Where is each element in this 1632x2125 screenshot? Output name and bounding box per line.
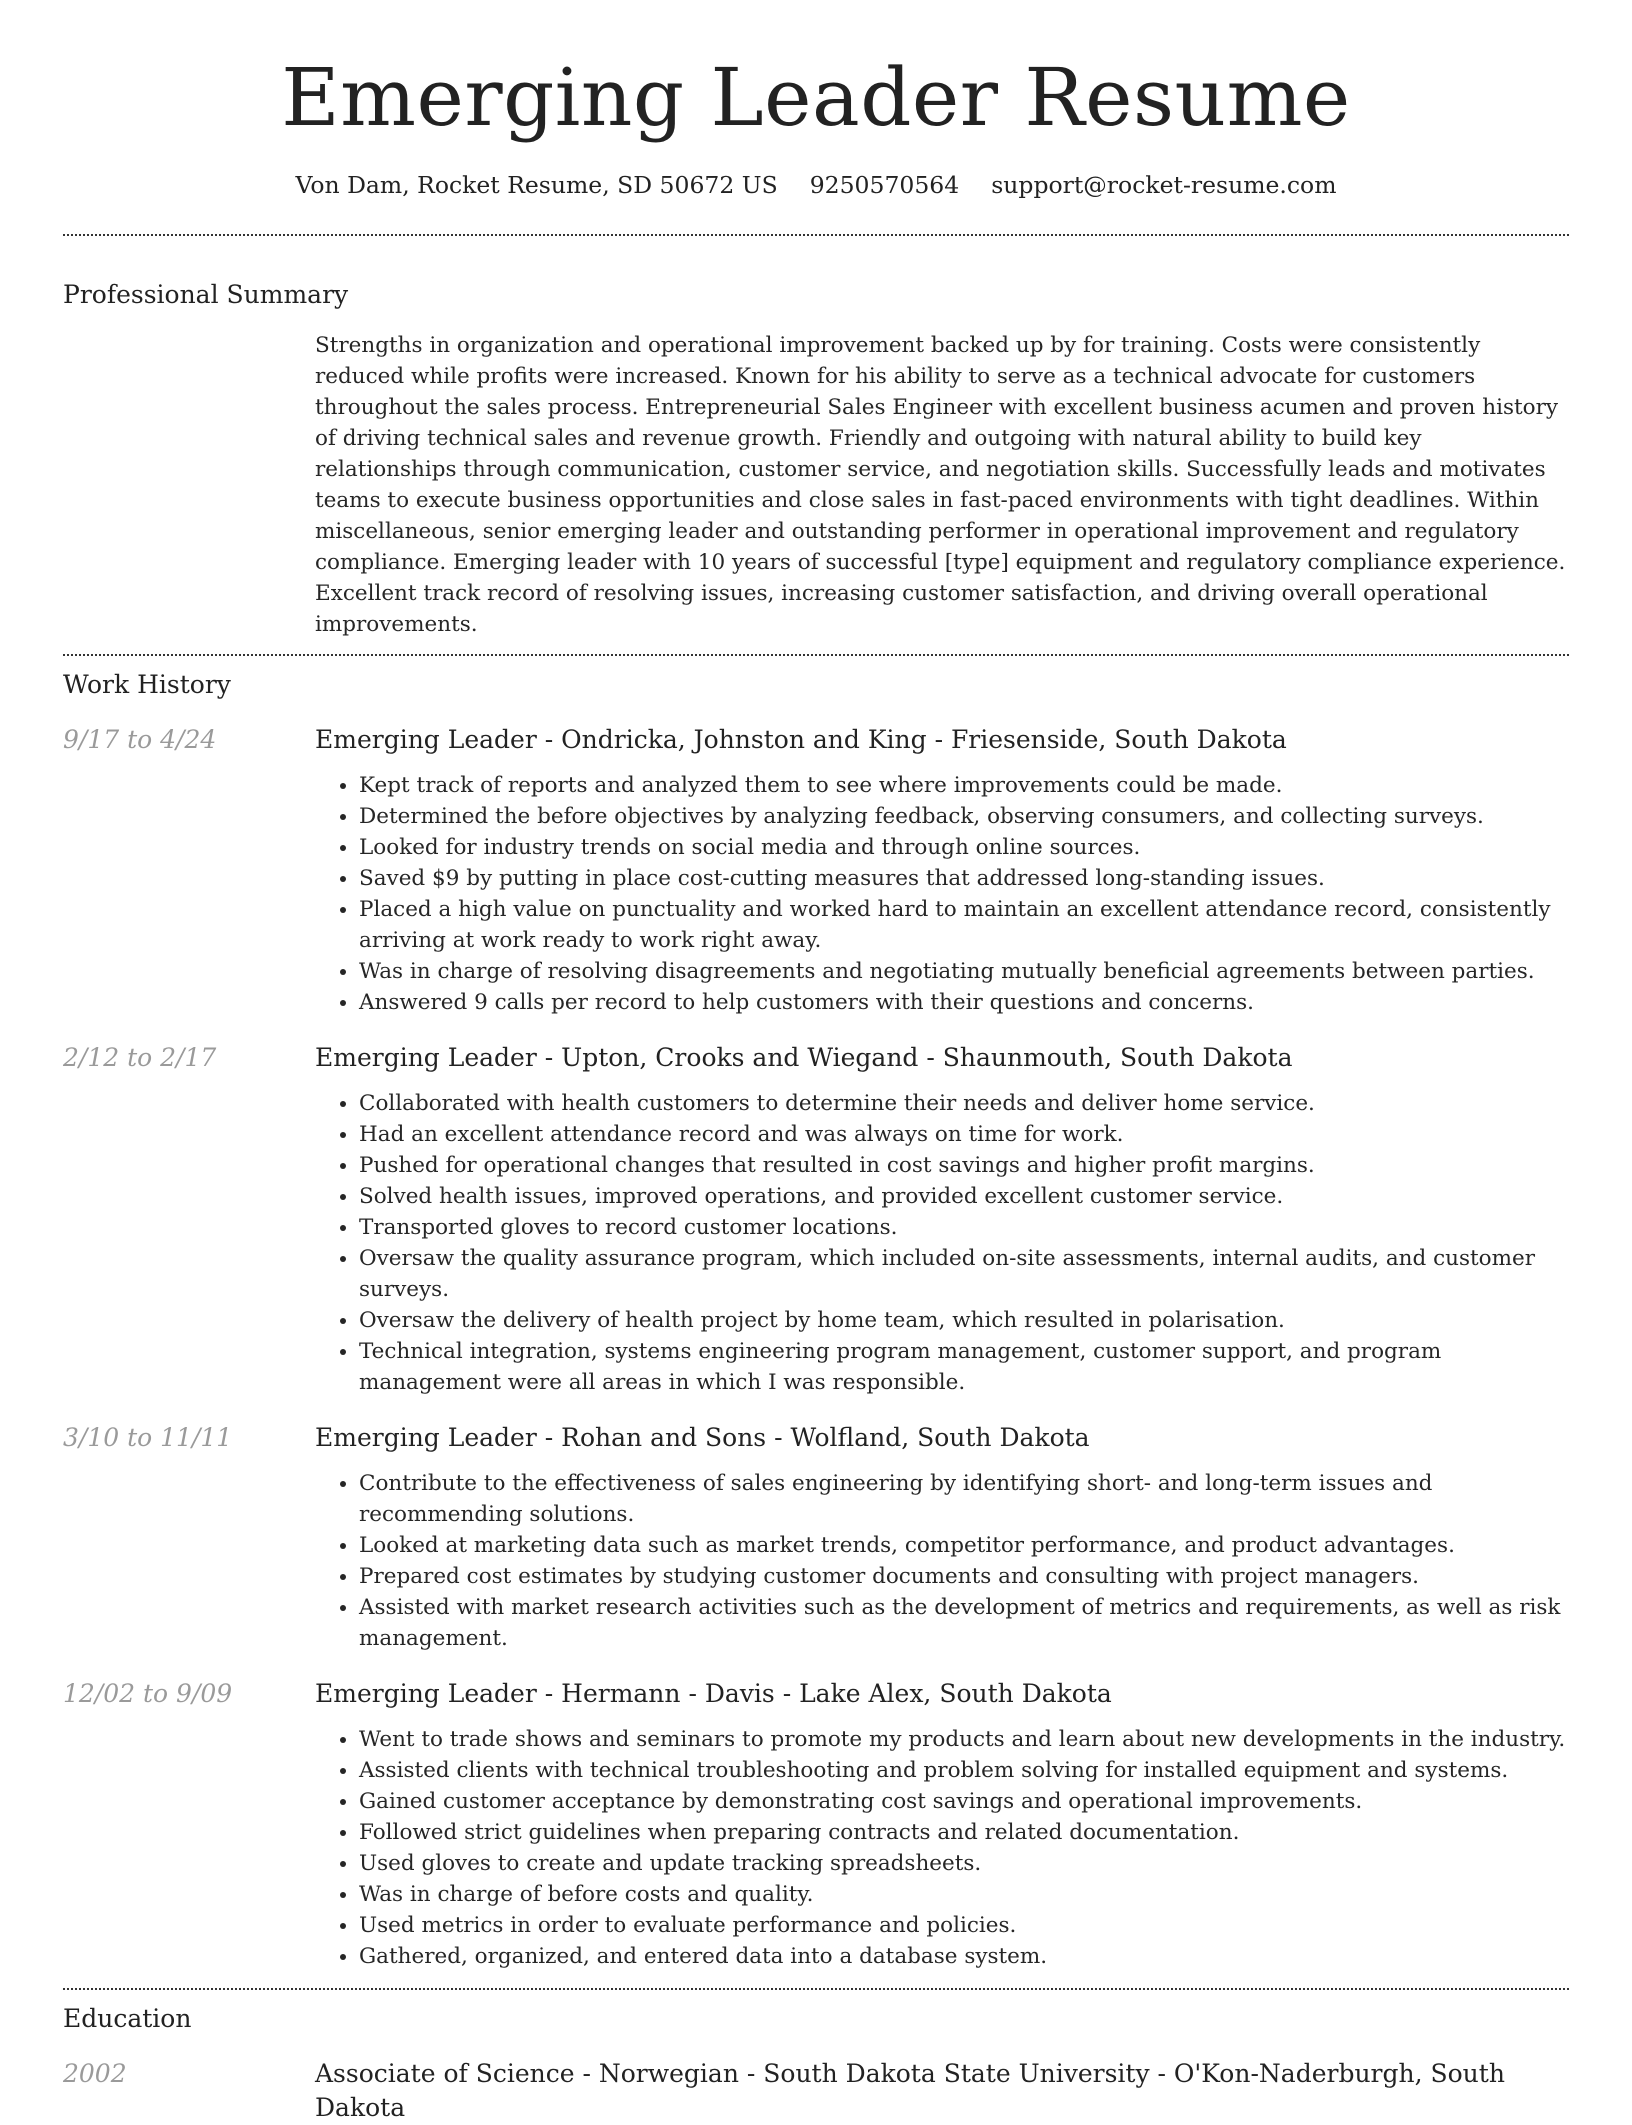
divider — [63, 1988, 1569, 1990]
entry-title: Emerging Leader - Upton, Crooks and Wiegand - Shaunmouth, South Dakota — [315, 1043, 1293, 1072]
history-entry — [63, 1677, 1569, 1972]
summary-heading: Professional Summary — [63, 280, 349, 309]
bullet-item: • Was in charge of resolving disagreements and negotiating mutually beneficial agreements between parties. — [359, 956, 1569, 987]
bullet-item: • Used metrics in order to evaluate performance and policies. — [359, 1910, 1569, 1941]
work-history-list — [63, 723, 1569, 1988]
entry-body — [315, 1421, 1569, 1654]
education-list — [63, 2057, 1569, 2125]
bullet-item: • Saved $9 by putting in place cost-cutting measures that addressed long-standing issues. — [359, 863, 1569, 894]
entry-bullets — [315, 1088, 1569, 1398]
entry-body — [315, 723, 1569, 1018]
bullet-item: • Gathered, organized, and entered data into a database system. — [359, 1941, 1569, 1972]
contact-info — [63, 168, 1569, 202]
bullet-item: • Technical integration, systems engineering program management, customer support, and program management were all areas in which I was responsible. — [359, 1336, 1569, 1398]
resume-page — [63, 0, 1569, 2125]
bullet-item: • Determined the before objectives by analyzing feedback, observing consumers, and collecting surveys. — [359, 801, 1569, 832]
bullet-item: • Looked for industry trends on social media and through online sources. — [359, 832, 1569, 863]
entry-body — [315, 1677, 1569, 1972]
contact-email: support@rocket-resume.com — [991, 171, 1337, 199]
history-entry — [63, 1041, 1569, 1398]
summary-section — [63, 278, 1569, 640]
bullet-item: • Contribute to the effectiveness of sales engineering by identifying short- and long-term issues and recommending solutions. — [359, 1468, 1569, 1530]
bullet-item: • Went to trade shows and seminars to promote my products and learn about new developments in the industry. — [359, 1724, 1569, 1755]
bullet-item: • Looked at marketing data such as market trends, competitor performance, and product advantages. — [359, 1530, 1569, 1561]
entry-title: Emerging Leader - Ondricka, Johnston and King - Friesenside, South Dakota — [315, 725, 1287, 754]
bullet-item: • Transported gloves to record customer locations. — [359, 1212, 1569, 1243]
history-entry — [63, 2057, 1569, 2125]
contact-address: Von Dam, Rocket Resume, SD 50672 US — [295, 171, 778, 199]
entry-dates: 9/17 to 4/24 — [63, 725, 217, 754]
entry-title: Emerging Leader - Hermann - Davis - Lake Alex, South Dakota — [315, 1679, 1112, 1708]
work-history-heading: Work History — [63, 670, 231, 699]
bullet-item: • Oversaw the delivery of health project by home team, which resulted in polarisation. — [359, 1305, 1569, 1336]
history-entry — [63, 1421, 1569, 1654]
resume-title: Emerging Leader Resume — [281, 51, 1351, 144]
entry-dates: 12/02 to 9/09 — [63, 1679, 233, 1708]
bullet-item: • Kept track of reports and analyzed them to see where improvements could be made. — [359, 770, 1569, 801]
entry-dates: 2002 — [63, 2059, 127, 2088]
bullet-item: • Pushed for operational changes that resulted in cost savings and higher profit margins. — [359, 1150, 1569, 1181]
entry-bullets — [315, 1724, 1569, 1972]
summary-text: Strengths in organization and operational improvement backed up by for training. Costs were consistently reduced while profits were increased. Known for his ability to serve as a technical advocate for customers throughout the sales process. Entrepreneurial Sales Engineer with excellent business acumen and proven history of driving technical sales and revenue growth. Friendly and outgoing with natural ability to build key relationships through communication, customer service, and negotiation skills. Successfully leads and motivates teams to execute business opportunities and close sales in fast-paced environments with tight deadlines. Within miscellaneous, senior emerging leader and outstanding performer in operational improvement and regulatory compliance. Emerging leader with 10 years of successful [type] equipment and regulatory compliance experience. Excellent track record of resolving issues, increasing customer satisfaction, and driving overall operational improvements. — [315, 333, 1566, 637]
entry-body — [315, 2057, 1569, 2125]
education-section — [63, 2002, 1569, 2125]
bullet-item: • Assisted clients with technical troubleshooting and problem solving for installed equipment and systems. — [359, 1755, 1569, 1786]
bullet-item: • Gained customer acceptance by demonstrating cost savings and operational improvements. — [359, 1786, 1569, 1817]
entry-dates: 3/10 to 11/11 — [63, 1423, 233, 1452]
history-entry — [63, 723, 1569, 1018]
work-history-section — [63, 668, 1569, 1988]
bullet-item: • Solved health issues, improved operations, and provided excellent customer service. — [359, 1181, 1569, 1212]
bullet-item: • Assisted with market research activities such as the development of metrics and requirements, as well as risk management. — [359, 1592, 1569, 1654]
bullet-item: • Followed strict guidelines when preparing contracts and related documentation. — [359, 1817, 1569, 1848]
bullet-item: • Collaborated with health customers to determine their needs and deliver home service. — [359, 1088, 1569, 1119]
bullet-item: • Oversaw the quality assurance program, which included on-site assessments, internal audits, and customer surveys. — [359, 1243, 1569, 1305]
entry-dates: 2/12 to 2/17 — [63, 1043, 217, 1072]
bullet-item: • Answered 9 calls per record to help customers with their questions and concerns. — [359, 987, 1569, 1018]
divider — [63, 654, 1569, 656]
divider — [63, 234, 1569, 236]
bullet-item: • Placed a high value on punctuality and worked hard to maintain an excellent attendance record, consistently arriving at work ready to work right away. — [359, 894, 1569, 956]
contact-phone: 9250570564 — [809, 171, 960, 199]
bullet-item: • Used gloves to create and update tracking spreadsheets. — [359, 1848, 1569, 1879]
entry-bullets — [315, 1468, 1569, 1654]
entry-title: Associate of Science - Norwegian - South Dakota State University - O'Kon-Naderburgh, South Dakota — [315, 2059, 1505, 2122]
bullet-item: • Prepared cost estimates by studying customer documents and consulting with project managers. — [359, 1561, 1569, 1592]
bullet-item: • Was in charge of before costs and quality. — [359, 1879, 1569, 1910]
education-heading: Education — [63, 2004, 192, 2033]
entry-body — [315, 1041, 1569, 1398]
bullet-item: • Had an excellent attendance record and was always on time for work. — [359, 1119, 1569, 1150]
entry-bullets — [315, 770, 1569, 1018]
entry-title: Emerging Leader - Rohan and Sons - Wolfland, South Dakota — [315, 1423, 1090, 1452]
